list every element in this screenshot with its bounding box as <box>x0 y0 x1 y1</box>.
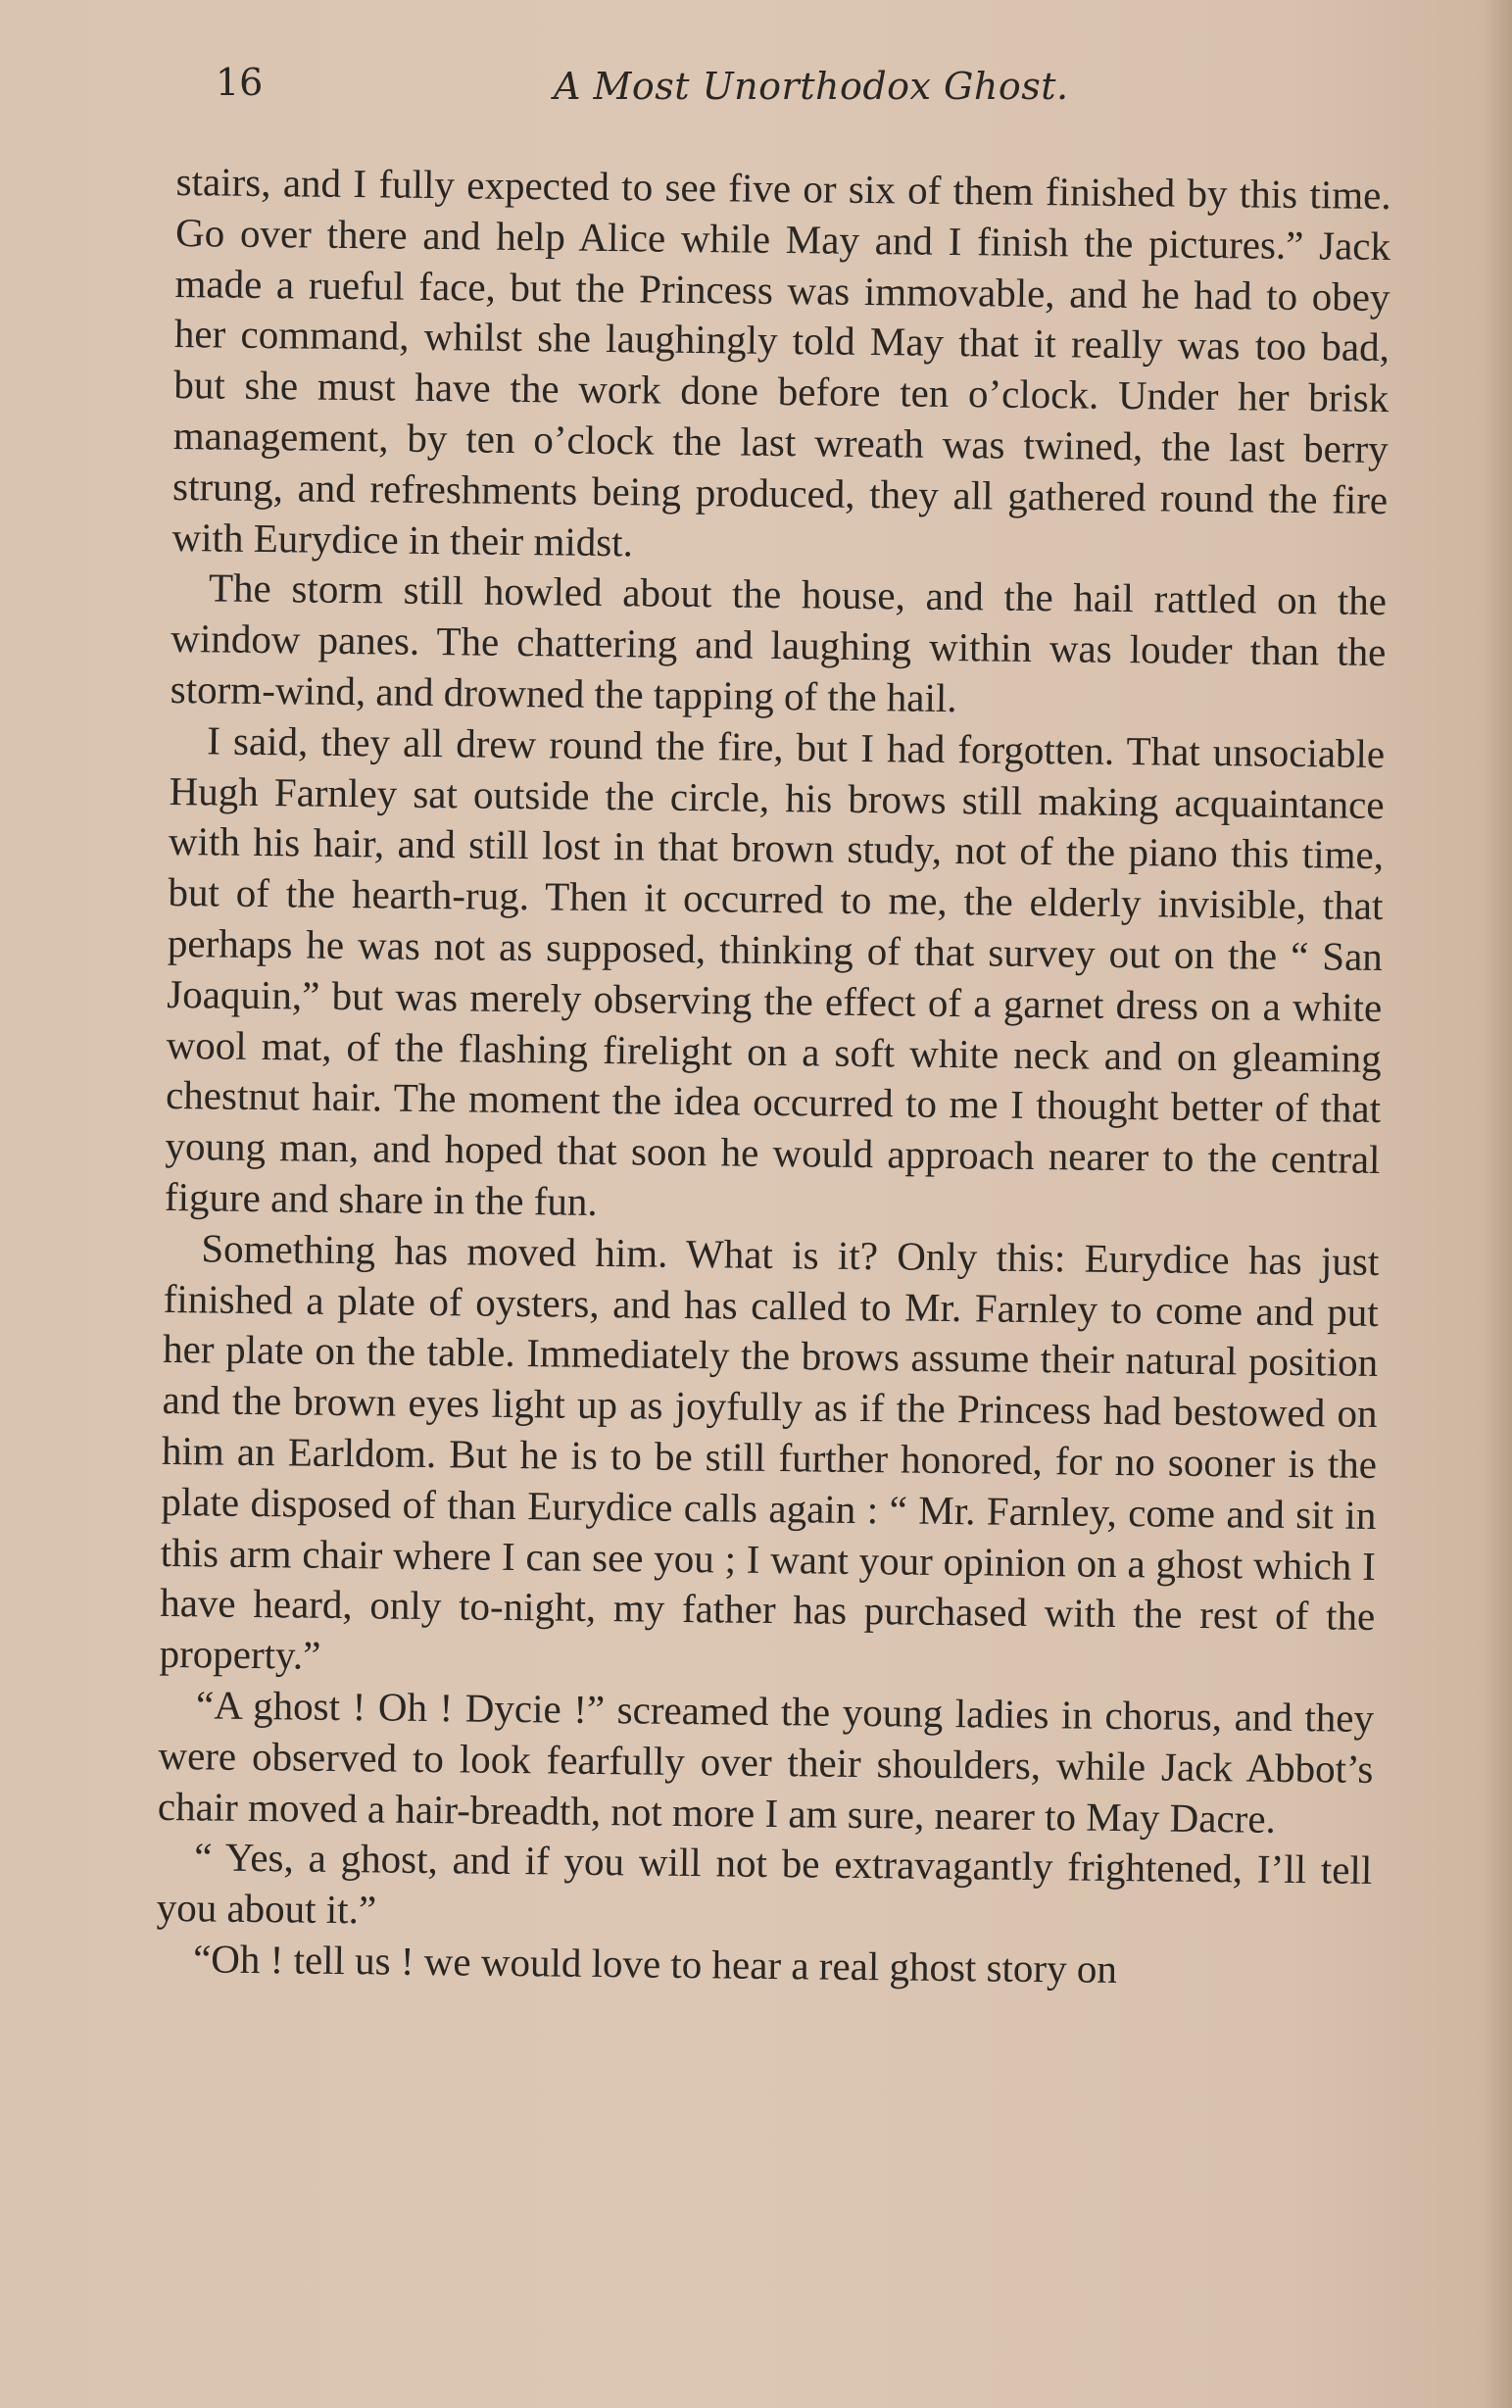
page-header <box>216 49 1391 118</box>
paragraph: Something has moved him. What is it? Only this: Eurydice has just finished a plate of oysters, and has called to Mr. Farnley to come and put her plate on the table. Immediately the brows assume their natural position and the brown eyes light up as joyfully as if the Princess had bestowed on him an Earldom. But he is to be still further honored, for no sooner is the plate disposed of than Eurydice calls again : “ Mr. Farnley, come and sit in this arm chair where I can see you ; I want your opinion on a ghost which I have heard, only to-night, my father has purchased with the rest of the property.” <box>159 1225 1380 1678</box>
body-text <box>156 157 1391 1998</box>
paragraph: “A ghost ! Oh ! Dycie !” screamed the young ladies in chorus, and they were observed to look fearfully over their shoulders, while Jack Abbot’s chair moved a hair-breadth, not more I am sure, nearer to May Dacre. <box>157 1682 1375 1842</box>
page-edge-shadow <box>1483 0 1512 2408</box>
running-title: A Most Unorthodox Ghost. <box>554 65 1069 108</box>
paragraph: The storm still howled about the house, and the hail rattled on the window panes. The chattering and laughing within was louder than the storm-wind, and drowned the tapping of the hail. <box>170 565 1388 721</box>
paragraph: “ Yes, a ghost, and if you will not be extravagantly frightened, I’ll tell you about it.” <box>156 1834 1373 1933</box>
paragraph: I said, they all drew round the fire, but I had forgotten. That unsociable Hugh Farnley sat outside the circle, his brows still making acquaintance with his hair, and still lost in that brown study, not of the piano this time, but of the hearth-rug. Then it occurred to me, the elderly invisible, that perhaps he was not as supposed, thinking of that survey out on the “ San Joaquin,” but was merely observing the effect of a garnet dress on a white wool mat, of the flashing firelight on a soft white neck and on gleaming chestnut hair. The moment the idea occurred to me I thought better of that young man, and hoped that soon he would approach nearer to the central figure and share in the fun. <box>164 717 1386 1224</box>
paragraph: stairs, and I fully expected to see five or six of them finished by this time. Go over there and help Alice while May and I finish the pictures.” Jack made a rueful face, but the Princess was immovable, and he had to obey her command, whilst she laughingly told May that it really was too bad, but she must have the work done before ten o’clock. Under her brisk management, by ten o’clock the last wreath was twined, the last berry strung, and refreshments being produced, they all gathered round the fire with Eurydice in their midst. <box>171 158 1391 565</box>
page-number: 16 <box>216 61 264 104</box>
paragraph: “Oh ! tell us ! we would love to hear a real ghost story on <box>192 1936 1118 1991</box>
